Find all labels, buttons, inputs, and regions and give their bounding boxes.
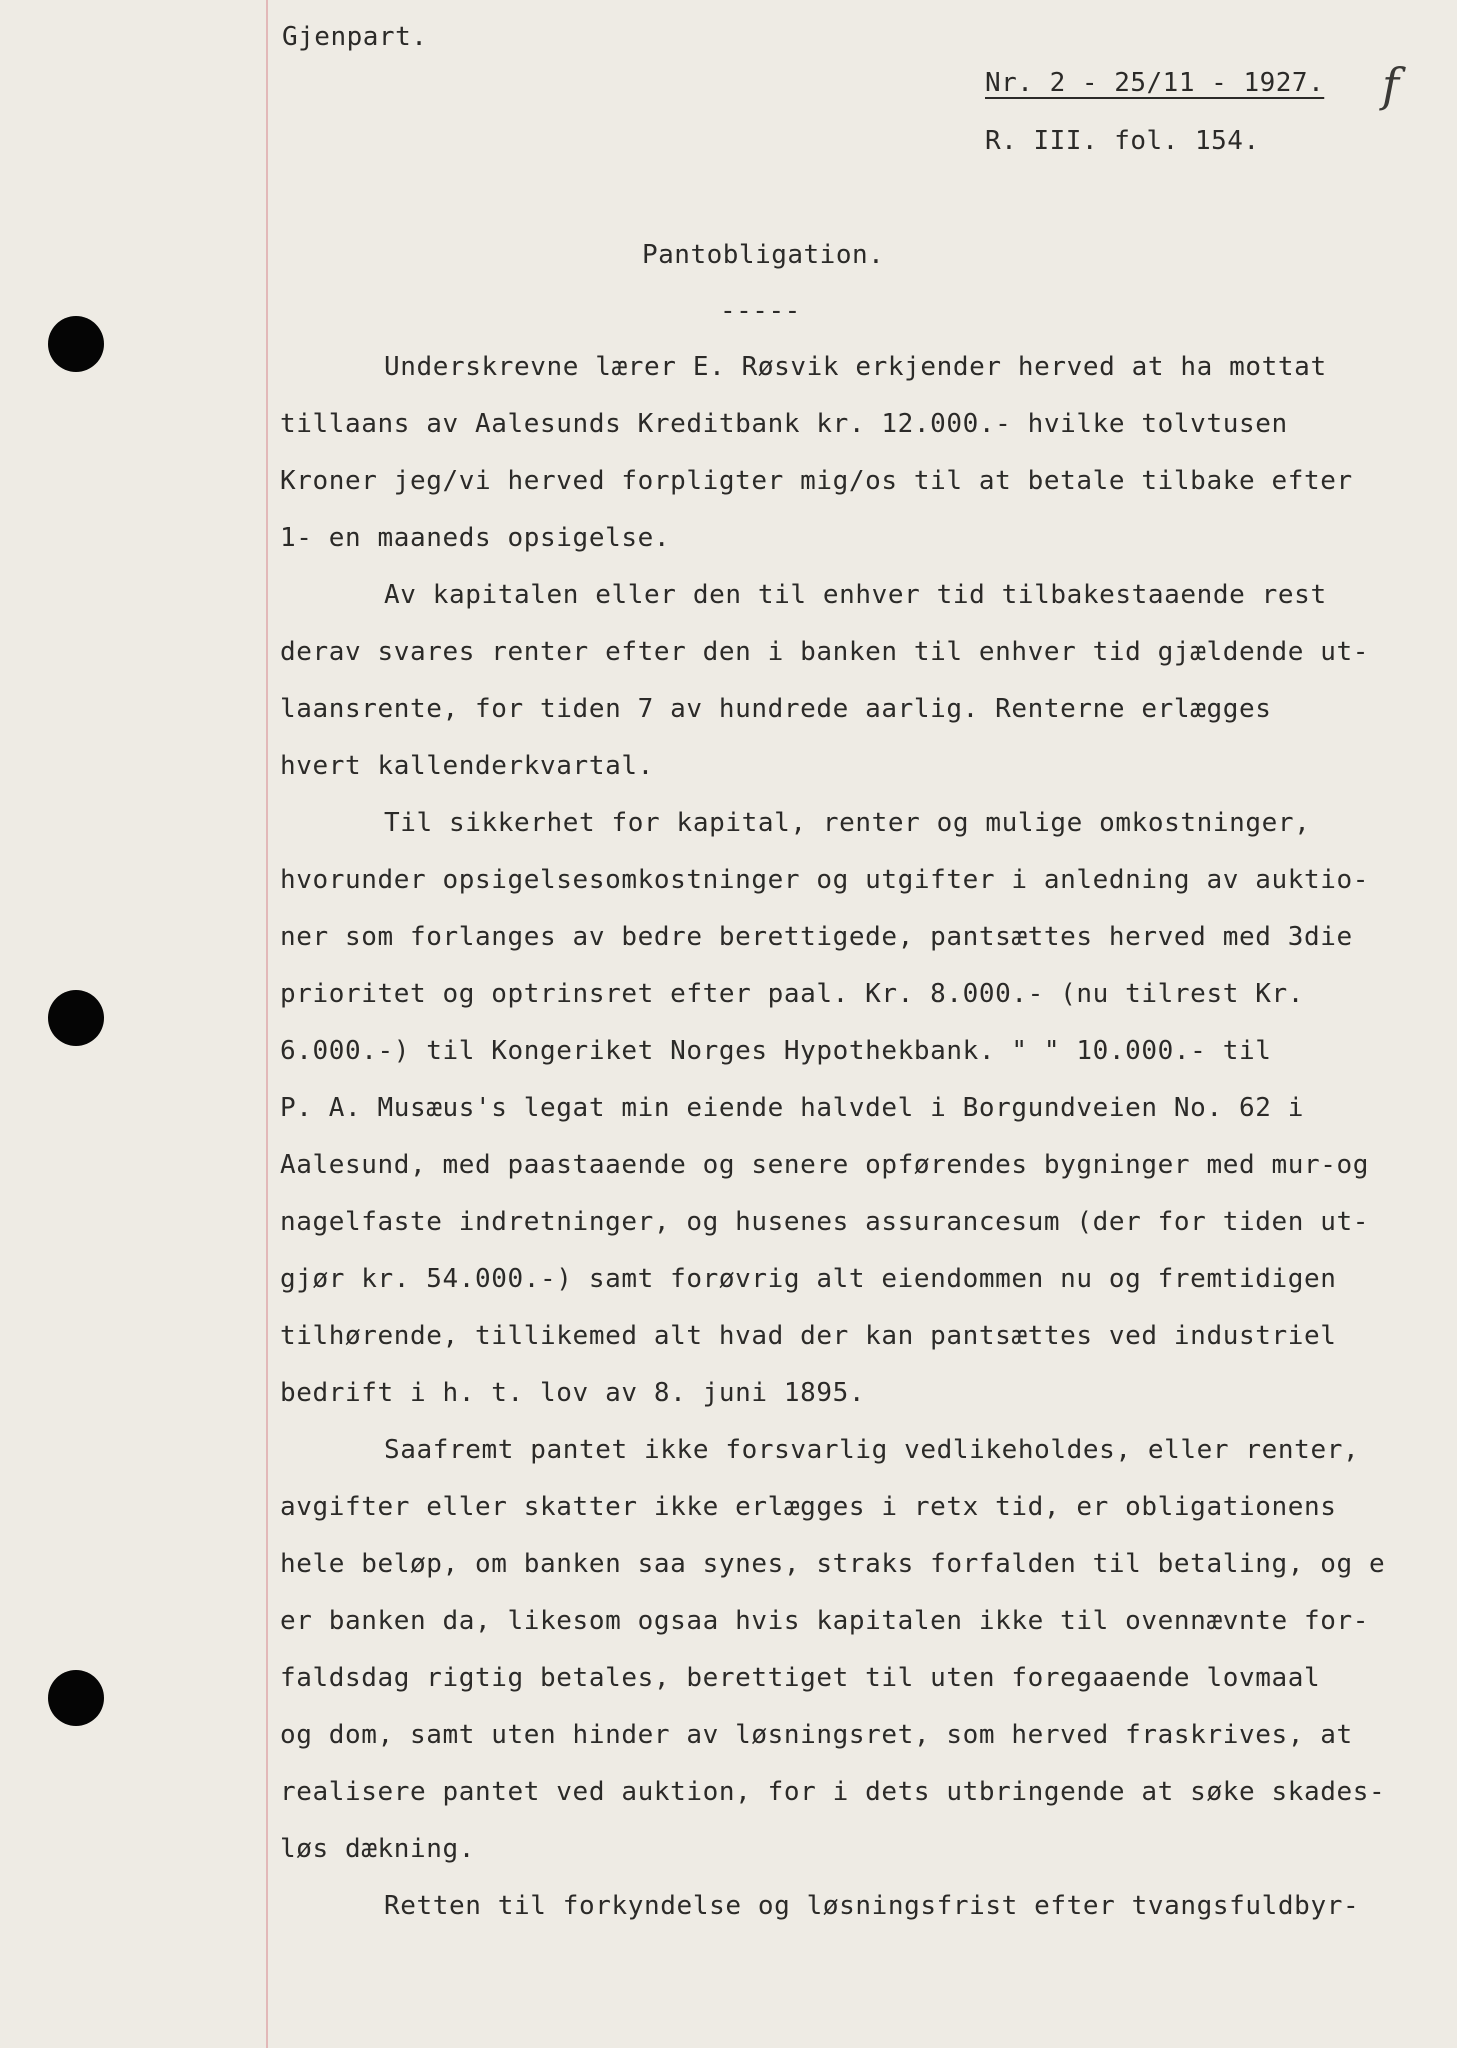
- document-title: Pantobligation.: [642, 240, 885, 270]
- text-line: gjør kr. 54.000.-) samt forøvrig alt eiendommen nu og fremtidigen: [280, 1264, 1337, 1294]
- punch-hole: [48, 990, 104, 1046]
- text-line: bedrift i h. t. lov av 8. juni 1895.: [280, 1378, 866, 1408]
- text-line: tillaans av Aalesunds Kreditbank kr. 12.000.- hvilke tolvtusen: [280, 409, 1288, 439]
- punch-hole: [48, 1670, 104, 1726]
- text-line: hele beløp, om banken saa synes, straks forfalden til betaling, og e: [280, 1549, 1386, 1579]
- text-line: hvert kallenderkvartal.: [280, 751, 654, 781]
- text-line: og dom, samt uten hinder av løsningsret, som herved fraskrives, at: [280, 1720, 1353, 1750]
- text-line: Av kapitalen eller den til enhver tid tilbakestaaende rest: [384, 580, 1327, 610]
- text-line: laansrente, for tiden 7 av hundrede aarlig. Renterne erlægges: [280, 694, 1272, 724]
- document-number: Nr. 2 - 25/11 - 1927.: [985, 68, 1325, 98]
- text-line: 1- en maaneds opsigelse.: [280, 523, 671, 553]
- text-line: ner som forlanges av bedre berettigede, pantsættes herved med 3die: [280, 922, 1353, 952]
- punch-hole: [48, 316, 104, 372]
- margin-line: [266, 0, 268, 2048]
- text-line: er banken da, likesom ogsaa hvis kapitalen ikke til ovennævnte for-: [280, 1606, 1369, 1636]
- text-line: prioritet og optrinsret efter paal. Kr. 8.000.- (nu tilrest Kr.: [280, 979, 1304, 1009]
- text-line: Saafremt pantet ikke forsvarlig vedlikeholdes, eller renter,: [384, 1435, 1360, 1465]
- text-line: Retten til forkyndelse og løsningsfrist efter tvangsfuldbyr-: [384, 1891, 1360, 1921]
- text-line: realisere pantet ved auktion, for i dets utbringende at søke skades-: [280, 1777, 1386, 1807]
- text-line: Underskrevne lærer E. Røsvik erkjender herved at ha mottat: [384, 352, 1327, 382]
- text-line: avgifter eller skatter ikke erlægges i retx tid, er obligationens: [280, 1492, 1337, 1522]
- text-line: faldsdag rigtig betales, berettiget til uten foregaaende lovmaal: [280, 1663, 1321, 1693]
- gjenpart-label: Gjenpart.: [282, 22, 428, 52]
- text-line: derav svares renter efter den i banken til enhver tid gjældende ut-: [280, 637, 1369, 667]
- text-line: 6.000.-) til Kongeriket Norges Hypothekbank. " " 10.000.- til: [280, 1036, 1272, 1066]
- text-line: tilhørende, tillikemed alt hvad der kan pantsættes ved industriel: [280, 1321, 1337, 1351]
- text-line: P. A. Musæus's legat min eiende halvdel i Borgundveien No. 62 i: [280, 1093, 1304, 1123]
- handwritten-margin-mark: f: [1382, 58, 1400, 112]
- register-reference: R. III. fol. 154.: [985, 126, 1260, 156]
- text-line: Aalesund, med paastaaende og senere opførendes bygninger med mur-og: [280, 1150, 1369, 1180]
- text-line: løs dækning.: [280, 1834, 476, 1864]
- text-line: Kroner jeg/vi herved forpligter mig/os til at betale tilbake efter: [280, 466, 1353, 496]
- text-line: hvorunder opsigelsesomkostninger og utgifter i anledning av auktio-: [280, 865, 1369, 895]
- text-line: Til sikkerhet for kapital, renter og mulige omkostninger,: [384, 808, 1311, 838]
- title-rule: -----: [720, 296, 801, 326]
- text-line: nagelfaste indretninger, og husenes assurancesum (der for tiden ut-: [280, 1207, 1369, 1237]
